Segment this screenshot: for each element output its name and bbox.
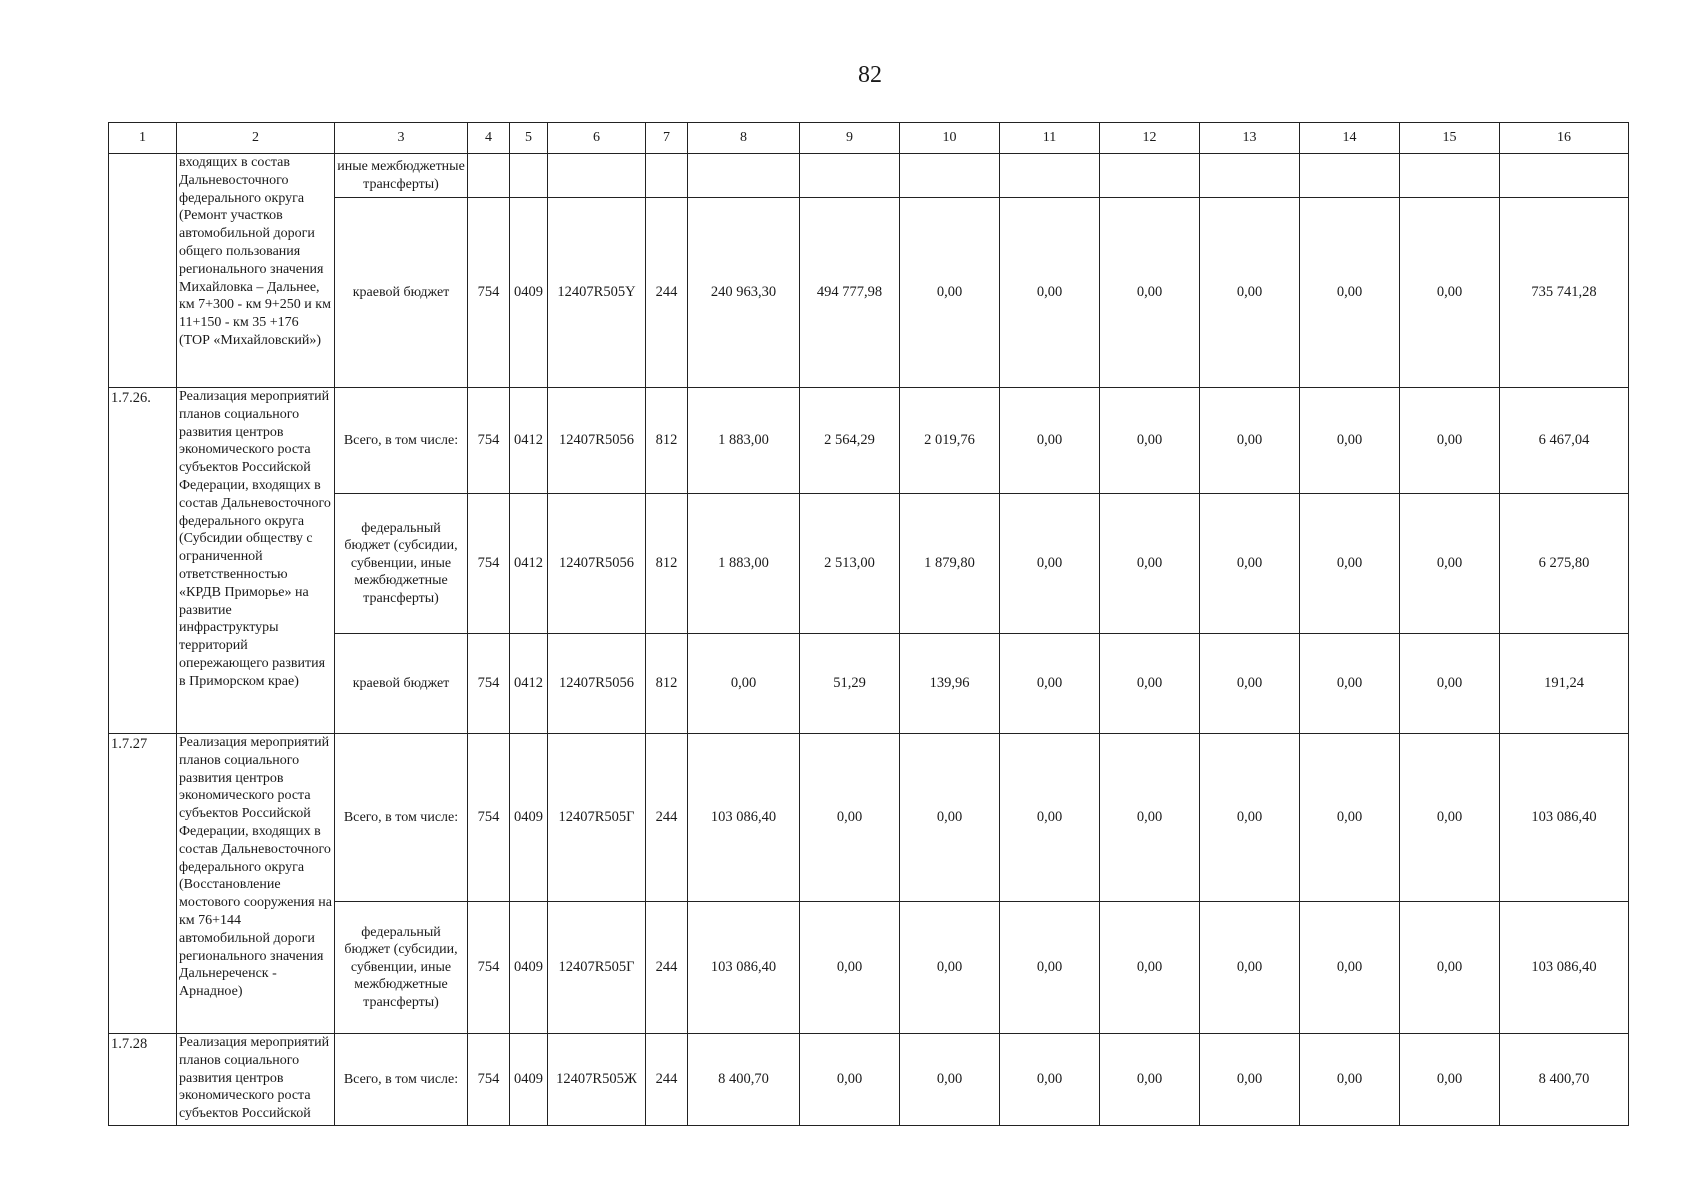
table-cell: 0,00 — [900, 734, 1000, 902]
table-cell: 244 — [646, 902, 688, 1034]
table-row — [109, 734, 1629, 902]
header-cell: 11 — [1000, 123, 1100, 154]
funding-source: краевой бюджет — [335, 634, 468, 734]
table-cell: 103 086,40 — [688, 902, 800, 1034]
table-cell: 0412 — [510, 494, 548, 634]
table-cell: 735 741,28 — [1500, 198, 1629, 388]
table-cell: 0,00 — [1100, 902, 1200, 1034]
table-cell: 2 019,76 — [900, 388, 1000, 494]
table-cell: 103 086,40 — [1500, 902, 1629, 1034]
table-cell: 754 — [468, 388, 510, 494]
table-cell — [1100, 154, 1200, 198]
table-cell: 0,00 — [1100, 494, 1200, 634]
table-row — [109, 154, 1629, 198]
table-row — [109, 388, 1629, 494]
table-cell: 0412 — [510, 634, 548, 734]
table-cell: 191,24 — [1500, 634, 1629, 734]
header-cell: 1 — [109, 123, 177, 154]
table-cell: 0409 — [510, 902, 548, 1034]
table-cell: 0,00 — [1400, 494, 1500, 634]
funding-source: федеральный бюджет (субсидии, субвенции, иные межбюджетные трансферты) — [335, 494, 468, 634]
table-cell: 0409 — [510, 1034, 548, 1126]
table-cell: 139,96 — [900, 634, 1000, 734]
table-cell: 0,00 — [1000, 198, 1100, 388]
table-cell: 0,00 — [1200, 494, 1300, 634]
header-cell: 5 — [510, 123, 548, 154]
table-cell: 0,00 — [1100, 198, 1200, 388]
header-cell: 8 — [688, 123, 800, 154]
table-cell: 0,00 — [1300, 734, 1400, 902]
table-cell: 812 — [646, 634, 688, 734]
row-code: 1.7.27 — [109, 734, 177, 1034]
table-cell: 244 — [646, 1034, 688, 1126]
table-cell: 1 879,80 — [900, 494, 1000, 634]
table-cell — [646, 154, 688, 198]
table-cell: 0,00 — [1100, 634, 1200, 734]
funding-source: иные межбюджетные трансферты) — [335, 154, 468, 198]
table-cell: 244 — [646, 198, 688, 388]
table-cell: 0,00 — [1200, 1034, 1300, 1126]
table-cell: 0,00 — [1000, 1034, 1100, 1126]
table-cell: 0,00 — [1100, 388, 1200, 494]
table-cell: 0,00 — [1300, 388, 1400, 494]
row-code: 1.7.28 — [109, 1034, 177, 1126]
table-cell: 6 275,80 — [1500, 494, 1629, 634]
table-cell: 0,00 — [900, 198, 1000, 388]
table-cell: 0,00 — [1400, 902, 1500, 1034]
table-cell: 8 400,70 — [688, 1034, 800, 1126]
header-cell: 13 — [1200, 123, 1300, 154]
table-cell: 8 400,70 — [1500, 1034, 1629, 1126]
table-row — [109, 902, 1629, 1034]
table-cell: 0,00 — [900, 1034, 1000, 1126]
table-cell: 0,00 — [1400, 634, 1500, 734]
table-cell — [1400, 154, 1500, 198]
table-row — [109, 1034, 1629, 1126]
table-cell: 0,00 — [1400, 198, 1500, 388]
row-name: входящих в состав Дальневосточного федерального округа (Ремонт участков автомобильной дороги общего пользования регионального значения Михайловка – Дальнее, км 7+300 - км 9+250 и км 11+150 - км 35 +176 (ТОР «Михайловский») — [177, 154, 335, 388]
table-cell: 0,00 — [1100, 734, 1200, 902]
table-cell: 812 — [646, 388, 688, 494]
table-cell — [1300, 154, 1400, 198]
header-cell: 16 — [1500, 123, 1629, 154]
table-cell — [548, 154, 646, 198]
table-cell: 0,00 — [1400, 734, 1500, 902]
funding-source: краевой бюджет — [335, 198, 468, 388]
table-cell: 1 883,00 — [688, 494, 800, 634]
budget-table — [108, 122, 1629, 1126]
table-cell: 1 883,00 — [688, 388, 800, 494]
header-row — [109, 123, 1629, 154]
table-cell: 51,29 — [800, 634, 900, 734]
table-cell: 12407R505Ж — [548, 1034, 646, 1126]
table-cell: 0,00 — [1300, 494, 1400, 634]
table-cell: 754 — [468, 634, 510, 734]
header-cell: 15 — [1400, 123, 1500, 154]
table-cell: 0,00 — [800, 1034, 900, 1126]
header-cell: 12 — [1100, 123, 1200, 154]
table-cell: 0409 — [510, 734, 548, 902]
table-cell — [510, 154, 548, 198]
table-row — [109, 634, 1629, 734]
header-cell: 9 — [800, 123, 900, 154]
funding-source: Всего, в том числе: — [335, 734, 468, 902]
table-cell: 0,00 — [1300, 634, 1400, 734]
funding-source: федеральный бюджет (субсидии, субвенции, иные межбюджетные трансферты) — [335, 902, 468, 1034]
table-cell: 2 564,29 — [800, 388, 900, 494]
table-cell: 0,00 — [1300, 902, 1400, 1034]
table-cell — [1000, 154, 1100, 198]
row-name: Реализация мероприятий планов социального развития центров экономического роста субъектов Российской Федерации, входящих в состав Дальневосточного федерального округа (Восстановление мостового сооружения на км 76+144 автомобильной дороги регионального значения Дальнереченск - Арнадное) — [177, 734, 335, 1034]
header-cell: 3 — [335, 123, 468, 154]
row-name: Реализация мероприятий планов социального развития центров экономического роста субъектов Российской Федерации, входящих в состав Дальневосточного федерального округа (Субсидии обществу с ограниченной ответственностью «КРДВ Приморье» на развитие инфраструктуры территорий опережающего развития в Приморском крае) — [177, 388, 335, 734]
table-cell: 754 — [468, 494, 510, 634]
table-row — [109, 198, 1629, 388]
table-cell: 0,00 — [1200, 198, 1300, 388]
table-cell: 12407R5056 — [548, 494, 646, 634]
table-cell: 12407R5056 — [548, 634, 646, 734]
table-cell: 494 777,98 — [800, 198, 900, 388]
table-cell: 754 — [468, 1034, 510, 1126]
table-cell: 0,00 — [1400, 1034, 1500, 1126]
table-cell — [800, 154, 900, 198]
table-cell: 12407R5056 — [548, 388, 646, 494]
header-cell: 6 — [548, 123, 646, 154]
table-cell — [1200, 154, 1300, 198]
row-code — [109, 154, 177, 388]
header-cell: 14 — [1300, 123, 1400, 154]
table-cell — [900, 154, 1000, 198]
table-row — [109, 494, 1629, 634]
table-cell: 0,00 — [1200, 902, 1300, 1034]
table-cell: 0412 — [510, 388, 548, 494]
table-cell: 0,00 — [800, 902, 900, 1034]
table-cell: 0409 — [510, 198, 548, 388]
table-cell: 6 467,04 — [1500, 388, 1629, 494]
header-cell: 4 — [468, 123, 510, 154]
table-cell: 0,00 — [1000, 634, 1100, 734]
table-cell: 0,00 — [800, 734, 900, 902]
table-cell: 0,00 — [1000, 388, 1100, 494]
row-name: Реализация мероприятий планов социального развития центров экономического роста субъектов Российской — [177, 1034, 335, 1126]
table-cell — [468, 154, 510, 198]
table-cell: 754 — [468, 734, 510, 902]
table-cell: 240 963,30 — [688, 198, 800, 388]
table-cell: 0,00 — [1300, 1034, 1400, 1126]
table-cell: 103 086,40 — [688, 734, 800, 902]
table-cell: 2 513,00 — [800, 494, 900, 634]
table-cell: 0,00 — [1000, 902, 1100, 1034]
table-cell: 0,00 — [688, 634, 800, 734]
table-cell: 12407R505Г — [548, 902, 646, 1034]
header-cell: 7 — [646, 123, 688, 154]
table-cell: 0,00 — [1100, 1034, 1200, 1126]
funding-source: Всего, в том числе: — [335, 1034, 468, 1126]
table-cell: 0,00 — [1200, 388, 1300, 494]
table-cell: 0,00 — [1300, 198, 1400, 388]
table-cell: 12407R505Y — [548, 198, 646, 388]
table-cell: 244 — [646, 734, 688, 902]
table-cell: 12407R505Г — [548, 734, 646, 902]
table-cell: 0,00 — [1200, 734, 1300, 902]
table-cell: 0,00 — [1200, 634, 1300, 734]
table-cell: 754 — [468, 198, 510, 388]
table-cell — [688, 154, 800, 198]
table-cell: 0,00 — [1000, 494, 1100, 634]
page-number: 82 — [858, 62, 882, 88]
funding-source: Всего, в том числе: — [335, 388, 468, 494]
table-cell: 812 — [646, 494, 688, 634]
table-cell: 754 — [468, 902, 510, 1034]
table-cell: 0,00 — [900, 902, 1000, 1034]
table-cell: 103 086,40 — [1500, 734, 1629, 902]
header-cell: 2 — [177, 123, 335, 154]
table-cell — [1500, 154, 1629, 198]
header-cell: 10 — [900, 123, 1000, 154]
table-cell: 0,00 — [1000, 734, 1100, 902]
table-cell: 0,00 — [1400, 388, 1500, 494]
row-code: 1.7.26. — [109, 388, 177, 734]
